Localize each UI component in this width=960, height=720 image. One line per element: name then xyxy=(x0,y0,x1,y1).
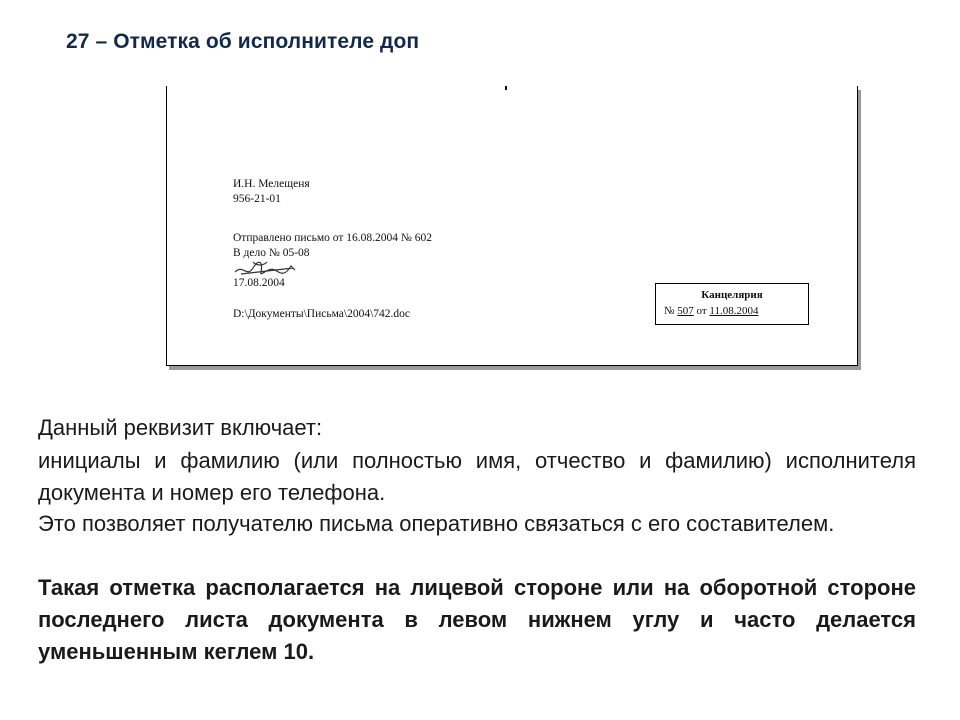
sent-letter-note: Отправлено письмо от 16.08.2004 № 602 xyxy=(233,232,433,244)
document-page xyxy=(166,86,858,366)
stamp-number: 507 xyxy=(677,305,694,317)
file-path: D:\Документы\Письма\2004\742.doc xyxy=(233,308,411,320)
stamp-number-prefix: № xyxy=(664,305,675,317)
body-paragraph-1: инициалы и фамилию (или полностью имя, отчество и фамилию) исполнителя документа и номер его телефона. xyxy=(38,448,916,505)
slide-title: 27 – Отметка об исполнителе доп xyxy=(66,30,420,53)
stamp-registration-line xyxy=(664,305,759,317)
body-paragraph-3: Такая отметка располагается на лицевой стороне или на оборотной стороне последнего листа документа в левом нижнем углу и часто делается уменьшенным кеглем 10. xyxy=(38,575,916,664)
body-intro: Данный реквизит включает: xyxy=(38,415,323,440)
stamp-date: 11.08.2004 xyxy=(709,305,759,317)
signature-date: 17.08.2004 xyxy=(233,277,285,289)
registration-stamp xyxy=(655,283,809,325)
file-case-note: В дело № 05-08 xyxy=(233,247,310,259)
stamp-title: Канцелярия xyxy=(701,289,763,301)
executor-phone: 956-21-01 xyxy=(233,193,281,205)
page-edge-mark xyxy=(505,86,507,90)
document-image xyxy=(161,86,864,378)
stamp-date-prefix: от xyxy=(696,305,707,317)
executor-name: И.Н. Мелещеня xyxy=(233,178,310,190)
body-paragraph-2: Это позволяет получателю письма оперативно связаться с его составителем. xyxy=(38,511,835,536)
